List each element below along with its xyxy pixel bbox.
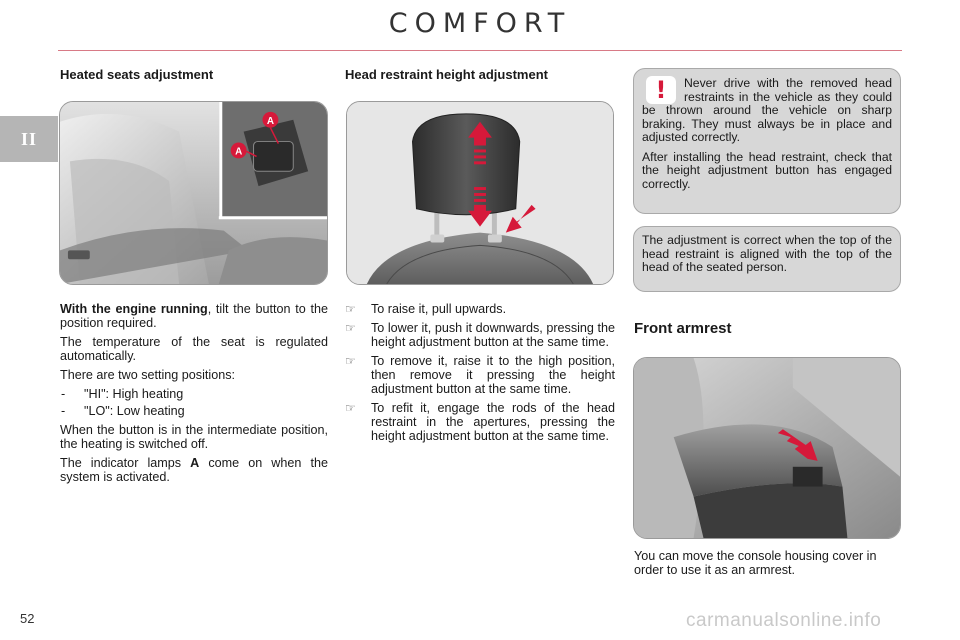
step-raise: [345, 302, 615, 316]
watermark: carmanualsonline.info: [686, 610, 882, 631]
warning-symbol: !: [655, 76, 667, 104]
indicator-bold: A: [190, 456, 200, 470]
indicator-paragraph: [60, 456, 328, 484]
front-armrest-heading: Front armrest: [634, 320, 732, 337]
armrest-illustration: [633, 357, 901, 539]
armrest-caption: You can move the console housing cover in order to use it as an armrest.: [634, 549, 877, 577]
title-divider: [58, 50, 902, 51]
warning-paragraph-2: After installing the head restraint, check that the height adjustment button has engaged correctly.: [642, 149, 892, 191]
heated-seat-illustration: [59, 101, 328, 285]
intro-rest: , tilt the button to the position required.: [60, 302, 328, 330]
chapter-label: II: [20, 128, 37, 149]
step-remove: [345, 354, 615, 396]
page-number: 52: [20, 611, 35, 626]
pointing-hand-icon: ☞: [345, 321, 356, 335]
step-lower-text: To lower it, push it downwards, pressing the height adjustment button at the same time.: [371, 321, 615, 349]
indicator-pre: The indicator lamps: [60, 456, 191, 470]
step-lower: [345, 321, 615, 349]
option-hi-text: "HI": High heating: [84, 387, 184, 401]
step-refit: [345, 401, 615, 443]
pointing-hand-icon: ☞: [345, 302, 356, 316]
indicator-label-a-upper: A: [266, 115, 275, 127]
option-lo-text: "LO": Low heating: [84, 404, 185, 418]
heated-seats-intro: [60, 302, 328, 330]
adjustment-note: The adjustment is correct when the top of the head restraint is aligned with the top of the head of the seated person.: [633, 226, 901, 292]
positions-paragraph: There are two setting positions:: [60, 368, 236, 382]
pointing-hand-icon: ☞: [345, 354, 356, 368]
indicator-post: come on when the system is activated.: [60, 456, 328, 484]
dash-marker: -: [61, 387, 66, 401]
exclamation-warning-icon: [646, 76, 676, 104]
option-hi: [60, 387, 328, 401]
engine-running-bold: With the engine running: [60, 302, 208, 316]
heated-seats-heading: Heated seats adjustment: [60, 67, 214, 82]
step-remove-text: To remove it, raise it to the high position, then remove it pressing the height adjustment button at the same time.: [371, 354, 615, 396]
dash-marker: -: [61, 404, 66, 418]
chapter-tab: [0, 116, 58, 162]
option-lo: [60, 404, 328, 418]
indicator-label-a-lower: A: [235, 146, 243, 158]
warning-box: [633, 68, 901, 214]
page-title: COMFORT: [388, 8, 572, 39]
heated-seats-text: [60, 302, 328, 489]
temperature-paragraph: The temperature of the seat is regulated automatically.: [60, 335, 328, 363]
warning-paragraph-1: Never drive with the removed head restraints in the vehicle as they could be thrown around the vehicle on sharp braking. They must always be in place and adjusted correctly.: [642, 76, 892, 144]
step-raise-text: To raise it, pull upwards.: [371, 302, 507, 316]
head-restraint-illustration: [346, 101, 614, 285]
step-refit-text: To refit it, engage the rods of the head restraint in the apertures, pressing the height adjustment button at the same time.: [371, 401, 615, 443]
head-restraint-steps: [345, 302, 615, 448]
intermediate-paragraph: When the button is in the intermediate position, the heating is switched off.: [60, 423, 328, 451]
pointing-hand-icon: ☞: [345, 401, 356, 415]
head-restraint-heading: Head restraint height adjustment: [345, 67, 548, 82]
